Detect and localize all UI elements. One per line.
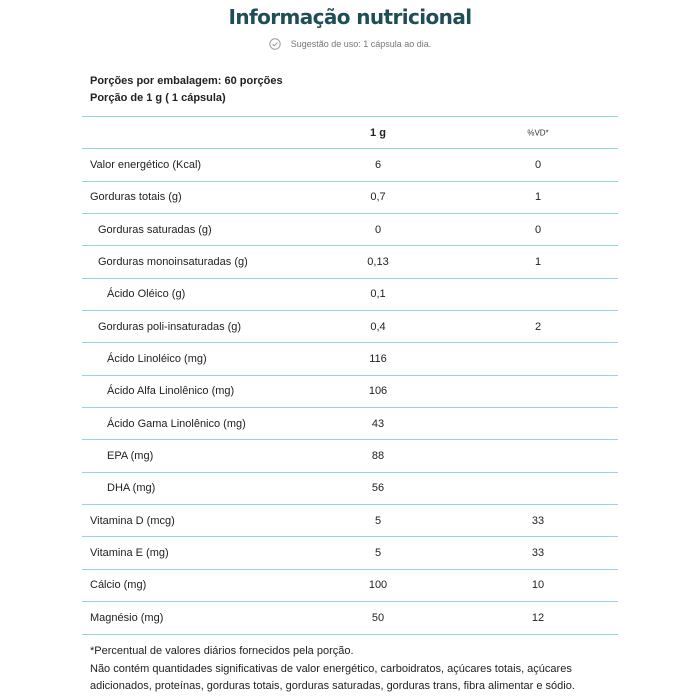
nutrient-vd: 12 bbox=[531, 611, 545, 624]
nutrient-qty: 0,7 bbox=[370, 191, 386, 204]
nutrient-qty: 106 bbox=[368, 385, 388, 398]
nutrient-name: Magnésio (mg) bbox=[90, 611, 164, 624]
header-vd: %VD* bbox=[527, 128, 549, 138]
check-circle-icon bbox=[269, 38, 281, 50]
nutrient-name: Gorduras totais (g) bbox=[90, 191, 182, 204]
nutrient-qty: 6 bbox=[374, 159, 382, 172]
table-row bbox=[82, 214, 618, 246]
table-row bbox=[82, 440, 618, 472]
nutrient-name: EPA (mg) bbox=[107, 450, 154, 463]
nutrient-name: Gorduras monoinsaturadas (g) bbox=[98, 256, 248, 269]
portion-info bbox=[90, 73, 283, 107]
not-significant-note: Não contém quantidades significativas de valor energético, carboidratos, açúcares totais, açúcares adicionados, proteínas, gorduras totais, gorduras saturadas, gorduras trans, fibra alimentar e sódio. bbox=[90, 662, 575, 692]
nutrient-name: Ácido Oléico (g) bbox=[107, 288, 186, 301]
portion-size: Porção de 1 g ( 1 cápsula) bbox=[90, 92, 226, 104]
nutrient-qty: 116 bbox=[369, 353, 387, 366]
table-row bbox=[82, 505, 618, 537]
table-row bbox=[82, 602, 618, 634]
nutrient-qty: 88 bbox=[371, 450, 385, 463]
table-row bbox=[82, 311, 618, 343]
usage-text: Sugestão de uso: 1 cápsula ao dia. bbox=[290, 39, 432, 49]
nutrient-vd: 1 bbox=[534, 191, 542, 204]
nutrient-vd: 0 bbox=[534, 223, 542, 236]
nutrient-qty: 0,1 bbox=[370, 288, 386, 301]
nutrient-qty: 56 bbox=[371, 482, 385, 495]
footnotes bbox=[90, 643, 610, 696]
table-row bbox=[82, 279, 618, 311]
nutrient-name: Ácido Linoléico (mg) bbox=[107, 353, 207, 366]
nutrition-table bbox=[82, 116, 618, 635]
table-row bbox=[82, 149, 618, 181]
table-row bbox=[82, 537, 618, 569]
nutrient-qty: 0 bbox=[374, 223, 382, 236]
nutrient-vd: 0 bbox=[534, 159, 542, 172]
table-row bbox=[82, 376, 618, 408]
nutrient-qty: 50 bbox=[371, 611, 385, 624]
nutrient-name: Ácido Gama Linolênico (mg) bbox=[107, 417, 246, 430]
nutrient-qty: 0,13 bbox=[367, 256, 389, 269]
nutrient-name: Vitamina D (mcg) bbox=[90, 514, 175, 527]
nutrient-qty: 5 bbox=[374, 514, 382, 527]
nutrient-name: Cálcio (mg) bbox=[90, 579, 147, 592]
table-row bbox=[82, 570, 618, 602]
nutrient-name: DHA (mg) bbox=[107, 482, 156, 495]
table-row bbox=[82, 473, 618, 505]
table-header-row bbox=[82, 117, 618, 149]
nutrient-qty: 5 bbox=[374, 547, 382, 560]
nutrient-name: Valor energético (Kcal) bbox=[90, 159, 202, 172]
nutrient-vd: 33 bbox=[531, 514, 545, 527]
table-row bbox=[82, 246, 618, 278]
header-qty: 1 g bbox=[370, 126, 386, 139]
servings-per-package: Porções por embalagem: 60 porções bbox=[90, 75, 283, 87]
nutrient-name: Ácido Alfa Linolênico (mg) bbox=[107, 385, 235, 398]
nutrient-qty: 0,4 bbox=[370, 320, 386, 333]
usage-suggestion bbox=[0, 38, 700, 50]
nutrient-qty: 100 bbox=[368, 579, 388, 592]
nutrient-name: Vitamina E (mg) bbox=[90, 547, 169, 560]
table-row bbox=[82, 343, 618, 375]
vd-footnote: *Percentual de valores diários fornecidos pela porção. bbox=[90, 645, 354, 657]
page-title: Informação nutricional bbox=[228, 5, 472, 29]
nutrient-name: Gorduras saturadas (g) bbox=[98, 223, 212, 236]
table-row bbox=[82, 182, 618, 214]
nutrient-vd: 1 bbox=[534, 256, 542, 269]
nutrient-vd: 33 bbox=[531, 547, 545, 560]
nutrient-vd: 2 bbox=[534, 320, 542, 333]
table-row bbox=[82, 408, 618, 440]
nutrient-vd: 10 bbox=[531, 579, 545, 592]
nutrient-qty: 43 bbox=[371, 417, 385, 430]
nutrient-name: Gorduras poli-insaturadas (g) bbox=[98, 320, 242, 333]
